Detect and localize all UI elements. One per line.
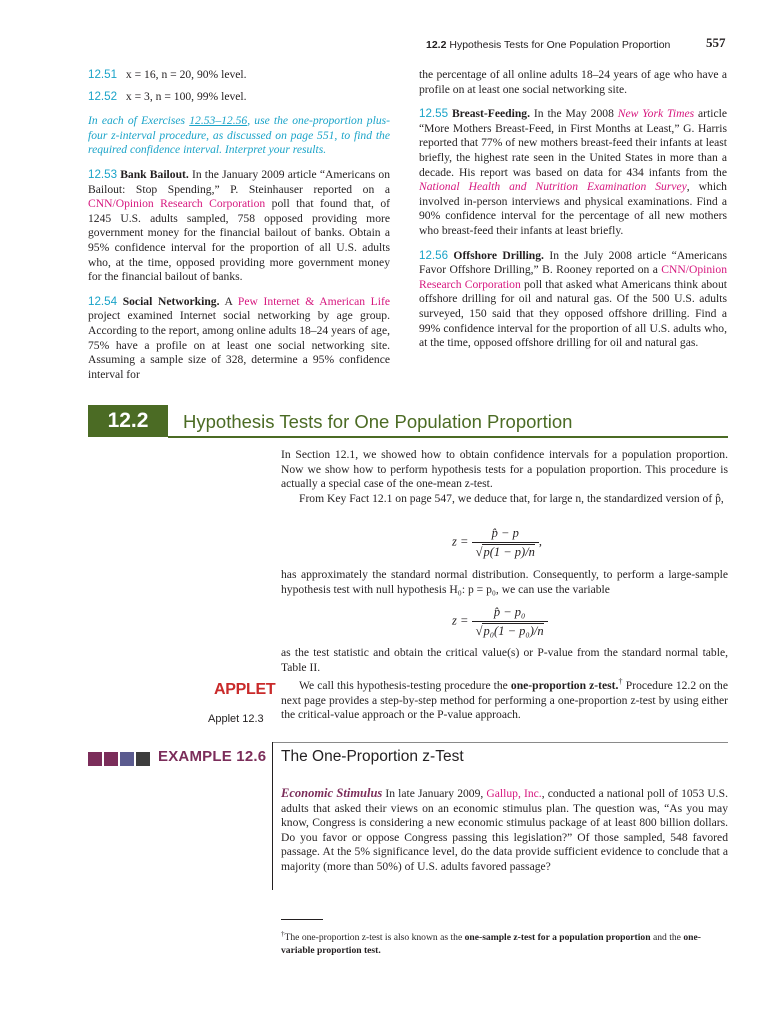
equation-denominator: √p(1 − p)/n: [472, 542, 539, 560]
footnote-term: one-sample z-test for a population proportion: [464, 932, 651, 944]
section-paragraph-4: as the test statistic and obtain the critical value(s) or P-value from the standard normal table, Table II.: [281, 646, 728, 674]
example-text: In late January 2009,: [382, 787, 487, 800]
section-paragraph-4-5: [281, 646, 728, 723]
exercise-title: Bank Bailout.: [120, 167, 189, 181]
exercise-text: , which involved in-person interviews and physical examinations. Find a 90% confidence interval for the percentage of all new mothers who breast-feed their infants at least briefly.: [419, 180, 727, 237]
exercise-number: 12.54: [88, 294, 118, 308]
marker-square: [104, 752, 118, 766]
applet-icon[interactable]: APPLET: [214, 681, 276, 698]
section-paragraph-3: [281, 568, 728, 597]
example-label: EXAMPLE 12.6: [158, 748, 267, 765]
exercise-12-56: [419, 249, 727, 351]
exercise-text: x = 16, n = 20, 90% level.: [125, 68, 247, 81]
source-link[interactable]: CNN/Opinion Research Corporation: [88, 197, 266, 211]
example-lead: Economic Stimulus: [281, 786, 383, 800]
header-section-title: Hypothesis Tests for One Population Proportion: [449, 39, 671, 51]
footnote: [281, 928, 728, 957]
applet-reference[interactable]: Applet 12.3: [208, 713, 264, 725]
source-link[interactable]: Gallup, Inc.: [486, 787, 542, 800]
exercise-title: Offshore Drilling.: [453, 248, 544, 262]
footnote-text: The one-proportion z-test is also known as the: [284, 932, 465, 944]
section-paragraph-5: [281, 675, 728, 723]
footnote-marker[interactable]: †: [618, 677, 623, 687]
footnote-text: and the: [650, 932, 684, 944]
section-body: [281, 448, 728, 506]
exercise-12-54: [88, 295, 390, 383]
exercise-instruction: [88, 114, 390, 158]
page-number: 557: [706, 35, 726, 50]
exercise-text: poll that asked what Americans think about offshore drilling for oil and natural gas. Of the 500 U.S. adults surveyed, 150 said that they opposed offshore drilling. Find a 99% confidence interval for the proportion of all U.S. adults who, at the time, opposed offshore drilling for oil and natural gas.: [419, 277, 727, 350]
paragraph-text: We call this hypothesis-testing procedure the: [299, 679, 511, 693]
footnote-term: one-variable proportion test.: [281, 932, 701, 957]
exercise-title: Social Networking.: [122, 294, 220, 308]
equation-numerator: p̂ − p₀: [493, 605, 526, 619]
source-link[interactable]: National Health and Nutrition Examination Survey: [419, 180, 687, 194]
source-link[interactable]: CNN/Opinion Research Corporation: [419, 263, 727, 291]
exercise-number: 12.56: [419, 248, 449, 262]
equation-standardized-phat: [452, 526, 542, 559]
example-paragraph: [281, 786, 728, 875]
instruction-text: In each of Exercises: [88, 114, 190, 128]
marker-square: [88, 752, 102, 766]
equation-numerator: p̂ − p: [491, 526, 519, 540]
exercise-text: A: [219, 294, 238, 308]
example-side-rule: [272, 742, 273, 890]
instruction-text: , use the one-proportion plus-four z-interval procedure, as discussed on page 551, to find the required confidence interval. Interpret your results.: [88, 114, 390, 157]
equation-fraction: [472, 605, 548, 638]
section-rule: [168, 436, 728, 438]
left-column: [88, 68, 390, 382]
exercise-title: Breast-Feeding.: [451, 107, 530, 121]
header-section-number: 12.2: [426, 39, 447, 51]
exercise-text: In the January 2009 article “Americans on Bailout: Stop Spending,” P. Steinhauser reported on a: [88, 167, 390, 196]
equation-radicand: p(1 − p)/n: [483, 544, 535, 559]
equation-test-statistic: [452, 605, 548, 638]
right-column: [419, 68, 727, 351]
exercise-text: poll that found that, of 1245 U.S. adults sampled, 758 opposed providing more government money for the financial bailout of banks. Obtain a 95% confidence interval for the proportion of all U.S. adults who, at the time, opposed providing more government money for the financial bailout of banks.: [88, 197, 391, 284]
exercise-text: project examined Internet social networking by age group. According to the report, among online adults 18–24 years of age, 75% have a profile on at least one social networking site. Assuming a sample size of 328, determine a 95% confidence interval for: [88, 309, 390, 381]
equation-lhs: z =: [452, 613, 469, 628]
equation-lhs: z =: [452, 534, 469, 549]
exercise-text: In the May 2008: [529, 107, 618, 121]
section-paragraph-2: From Key Fact 12.1 on page 547, we deduce that, for large n, the standardized version of p̂,: [299, 491, 724, 505]
running-header: [426, 38, 670, 53]
exercise-12-54-continuation: the percentage of all online adults 18–24 years of age who have a profile on at least one social networking site.: [419, 68, 727, 96]
exercise-text: In the July 2008 article “Americans Favor Offshore Drilling,” B. Rooney reported on a: [419, 248, 727, 277]
equation-tail: ,: [538, 534, 543, 549]
equation-denominator: √p₀(1 − p₀)/n: [472, 621, 548, 639]
footnote-marker: †: [281, 930, 285, 938]
example-text: , conducted a national poll of 1053 U.S. adults that asked their views on an economic stimulus plan. The question was, “As you may know, Congress is considering a new economic stimulus package of at least 800 billion dollars. Do you favor or oppose Congress passing this legislation?” Of those sampled, 548 favored passage. At the 5% significance level, do the data provide sufficient evidence to conclude that a majority (more than 50%) of U.S. adults favored passage?: [281, 787, 729, 873]
exercise-text: article “More Mothers Breast-Feed, in First Months at Least,” G. Harris reported that 77% of new mothers breast-feed their infants at least briefly, the highest rate seen in the United States in more than a decade. His report was based on data for 434 infants from the: [419, 107, 727, 179]
exercise-number: 12.53: [88, 167, 118, 181]
equation-radicand: p₀(1 − p₀)/n: [483, 623, 544, 638]
example-top-rule: [272, 742, 728, 743]
equation-fraction: [472, 526, 539, 559]
source-link[interactable]: Pew Internet & American Life: [237, 294, 390, 308]
exercise-12-52: [88, 90, 390, 105]
paragraph-text: has approximately the standard normal distribution. Consequently, to perform a large-sample hypothesis test with null hypothesis H₀: p = p₀, we can use the variable: [281, 568, 728, 596]
exercise-number: 12.51: [88, 68, 118, 81]
marker-square: [120, 752, 134, 766]
exercise-12-51: [88, 68, 390, 83]
footnote-rule: [281, 919, 323, 920]
section-title: Hypothesis Tests for One Population Proportion: [183, 411, 573, 432]
instruction-range-link[interactable]: 12.53–12.56: [189, 114, 248, 128]
section-number-box: 12.2: [88, 405, 168, 437]
marker-square: [136, 752, 150, 766]
example-heading: The One-Proportion z-Test: [281, 748, 464, 765]
source-link[interactable]: New York Times: [617, 107, 695, 121]
example-marker-squares: [88, 752, 152, 767]
example-body: [281, 786, 728, 875]
exercise-text: x = 3, n = 100, 99% level.: [125, 89, 247, 103]
exercise-12-55: [419, 107, 727, 238]
exercise-12-53: [88, 168, 390, 285]
paragraph-text: Procedure 12.2 on the next page provides a step-by-step method for performing a one-proportion z-test by using either the critical-value approach or the P-value approach.: [281, 679, 729, 722]
key-term: one-proportion z-test.: [510, 679, 619, 693]
exercise-number: 12.52: [88, 89, 118, 103]
section-paragraph-1: In Section 12.1, we showed how to obtain confidence intervals for a population proportion. Now we show how to perform hypothesis tests for a population proportion. This procedure is actually a special case of the one-mean z-test.: [281, 448, 728, 491]
exercise-number: 12.55: [419, 107, 449, 121]
